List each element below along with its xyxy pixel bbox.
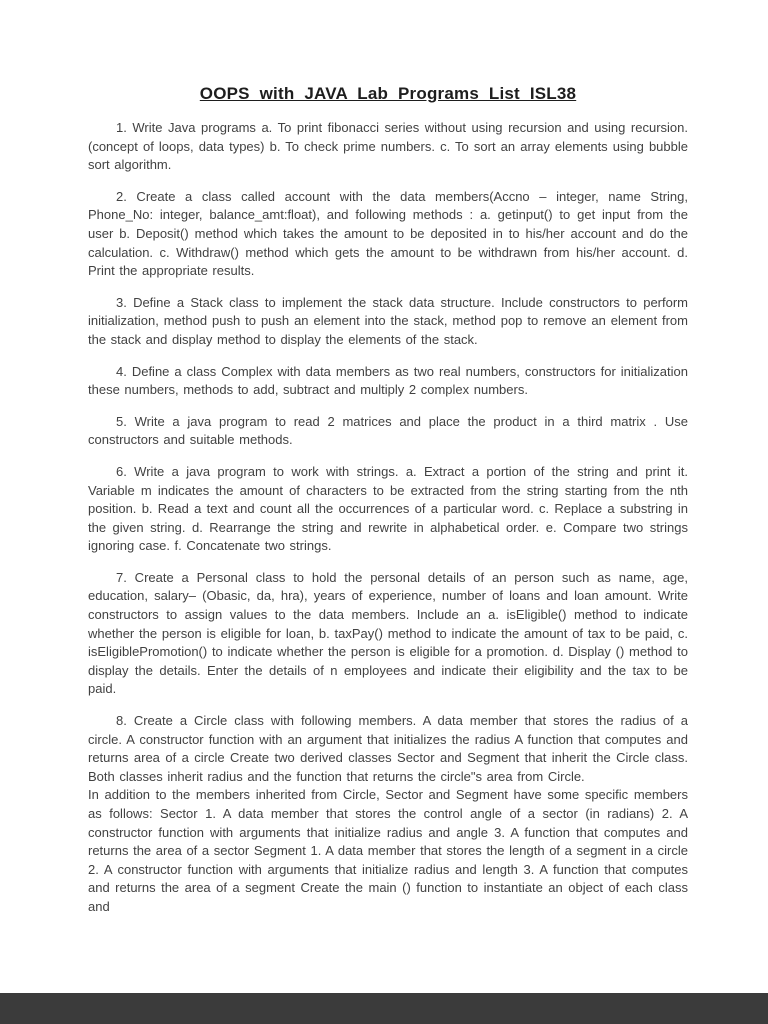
paragraph-6: 6. Write a java program to work with strings. a. Extract a portion of the string and print it. Variable m indicates the amount of characters to be extracted from the string starting from the nth position. b. Read a text and count all the occurrences of a particular word. c. Replace a substring in the given string. d. Rearrange the string and rewrite in alphabetical order. e. Compare two strings ignoring case. f. Concatenate two strings. xyxy=(88,463,688,554)
paragraph-3: 3. Define a Stack class to implement the stack data structure. Include constructors to perform initialization, method push to push an element into the stack, method pop to remove an element from the stack and display method to display the elements of the stack. xyxy=(88,294,688,347)
paragraph-8-continuation: In addition to the members inherited from Circle, Sector and Segment have some specific members as follows: Sector 1. A data member that stores the control angle of a sector (in radians) 2. A constructor function with arguments that initialize radius and angle 3. A function that computes and returns the area of a sector Segment 1. A data member that stores the length of a segment in a circle 2. A constructor function with arguments that initialize radius and length 3. A function that computes and returns the area of a segment Create the main () function to instantiate an object of each class and xyxy=(88,787,688,914)
paragraph-7: 7. Create a Personal class to hold the personal details of an person such as name, age, education, salary– (Obasic, da, hra), years of experience, number of loans and loan amount. Write constructors to assign values to the data members. Include an a. isEligible() method to indicate whether the person is eligible for loan, b. taxPay() method to indicate the amount of tax to be paid, c. isEligiblePromotion() to indicate whether the person is eligible for a promotion. d. Display () method to display the details. Enter the details of n employees and indicate their eligibility and the tax to be paid. xyxy=(88,569,688,697)
paragraph-5: 5. Write a java program to read 2 matrices and place the product in a third matrix . Use constructors and suitable methods. xyxy=(88,413,688,448)
paragraph-4: 4. Define a class Complex with data members as two real numbers, constructors for initialization these numbers, methods to add, subtract and multiply 2 complex numbers. xyxy=(88,363,688,398)
document-title: OOPS with JAVA Lab Programs List ISL38 xyxy=(199,84,577,103)
paragraph-2: 2. Create a class called account with the data members(Accno – integer, name String, Phone_No: integer, balance_amt:float), and following methods : a. getinput() to get input from the user b. Deposit() method which takes the amount to be deposited in to his/her account and do the calculation. c. Withdraw() method which gets the amount to be withdrawn from his/her account. d. Print the appropriate results. xyxy=(88,188,688,279)
paragraph-8: 8. Create a Circle class with following members. A data member that stores the radius of a circle. A constructor function with an argument that initializes the radius A function that computes and returns area of a circle Create two derived classes Sector and Segment that inherit the Circle class. Both classes inherit radius and the function that returns the circle"s area from Circle. xyxy=(88,713,688,784)
paragraph-1: 1. Write Java programs a. To print fibonacci series without using recursion and using recursion.(concept of loops, data types) b. To check prime numbers. c. To sort an array elements using bubble sort algorithm. xyxy=(88,120,688,173)
viewer-bottom-bar xyxy=(0,993,768,1024)
